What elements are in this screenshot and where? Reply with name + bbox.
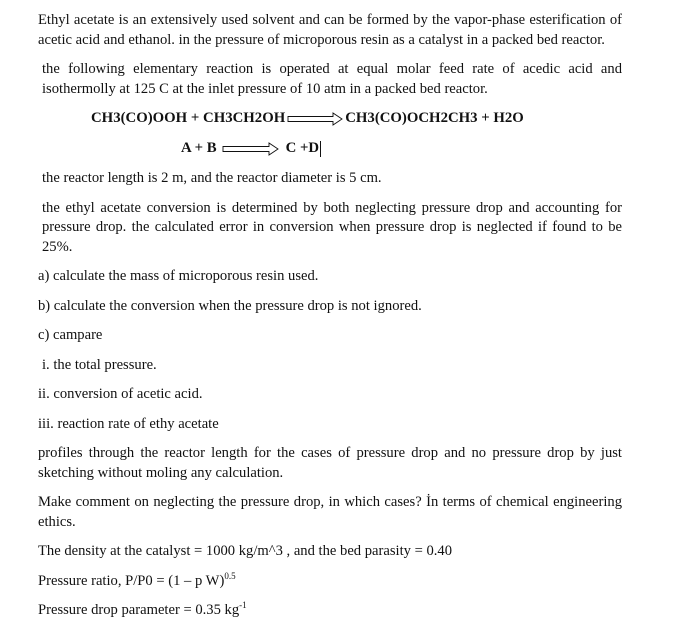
reactor-dims-paragraph: the reactor length is 2 m, and the reactor diameter is 5 cm. bbox=[42, 170, 382, 186]
conversion-note-paragraph: the ethyl acetate conversion is determined by both neglecting pressure drop and accounting for pressure drop. the calculated error in conversion when pressure drop is neglected if found to be 25%. bbox=[42, 199, 622, 255]
reaction-equation-full bbox=[38, 109, 622, 129]
intro-paragraph: Ethyl acetate is an extensively used solvent and can be formed by the vapor-phase esterification of acetic acid and ethanol. in the pressure of microporous resin as a catalyst in a packed bed reactor. bbox=[38, 12, 622, 48]
pressure-ratio-text: Pressure ratio, P/P0 = (1 – p W) bbox=[38, 572, 225, 589]
reaction-arrow-icon bbox=[287, 112, 343, 126]
text-cursor bbox=[320, 141, 321, 157]
question-b: b) calculate the conversion when the pressure drop is not ignored. bbox=[38, 297, 422, 314]
question-a: a) calculate the mass of microporous resin used. bbox=[38, 268, 319, 284]
reaction-full-lhs: CH3(CO)OOH + CH3CH2OH bbox=[91, 110, 286, 127]
question-c-ii: ii. conversion of acetic acid. bbox=[38, 386, 203, 402]
reaction-equation-short bbox=[38, 139, 622, 159]
reaction-short-rhs: C +D bbox=[285, 140, 320, 157]
density-line: The density at the catalyst = 1000 kg/m^3 , and the bed parasity = 0.40 bbox=[38, 543, 453, 559]
question-c: c) campare bbox=[38, 327, 103, 343]
question-c-i: i. the total pressure. bbox=[42, 356, 157, 373]
question-c-iii: iii. reaction rate of ethy acetate bbox=[38, 415, 219, 432]
pressure-ratio-exponent: 0.5 bbox=[224, 570, 236, 581]
reaction-short-lhs: A + B bbox=[181, 140, 217, 157]
pressure-drop-param-exponent: -1 bbox=[239, 600, 247, 610]
operation-paragraph: the following elementary reaction is operated at equal molar feed rate of acedic acid and isothermolly at 125 C at the inlet pressure of 10 atm in a packed bed reactor. bbox=[42, 61, 622, 97]
pressure-ratio-line bbox=[38, 572, 622, 592]
pressure-drop-param-text: Pressure drop parameter = 0.35 kg bbox=[38, 602, 240, 618]
document-page bbox=[38, 11, 622, 631]
pressure-drop-param-line bbox=[38, 601, 622, 621]
reaction-arrow-icon bbox=[222, 142, 280, 156]
reaction-full-rhs: CH3(CO)OCH2CH3 + H2O bbox=[345, 110, 524, 127]
comment-paragraph: Make comment on neglecting the pressure drop, in which cases? İn terms of chemical engineering ethics. bbox=[38, 494, 622, 530]
profiles-paragraph: profiles through the reactor length for the cases of pressure drop and no pressure drop by just sketching without moling any calculation. bbox=[38, 445, 622, 481]
